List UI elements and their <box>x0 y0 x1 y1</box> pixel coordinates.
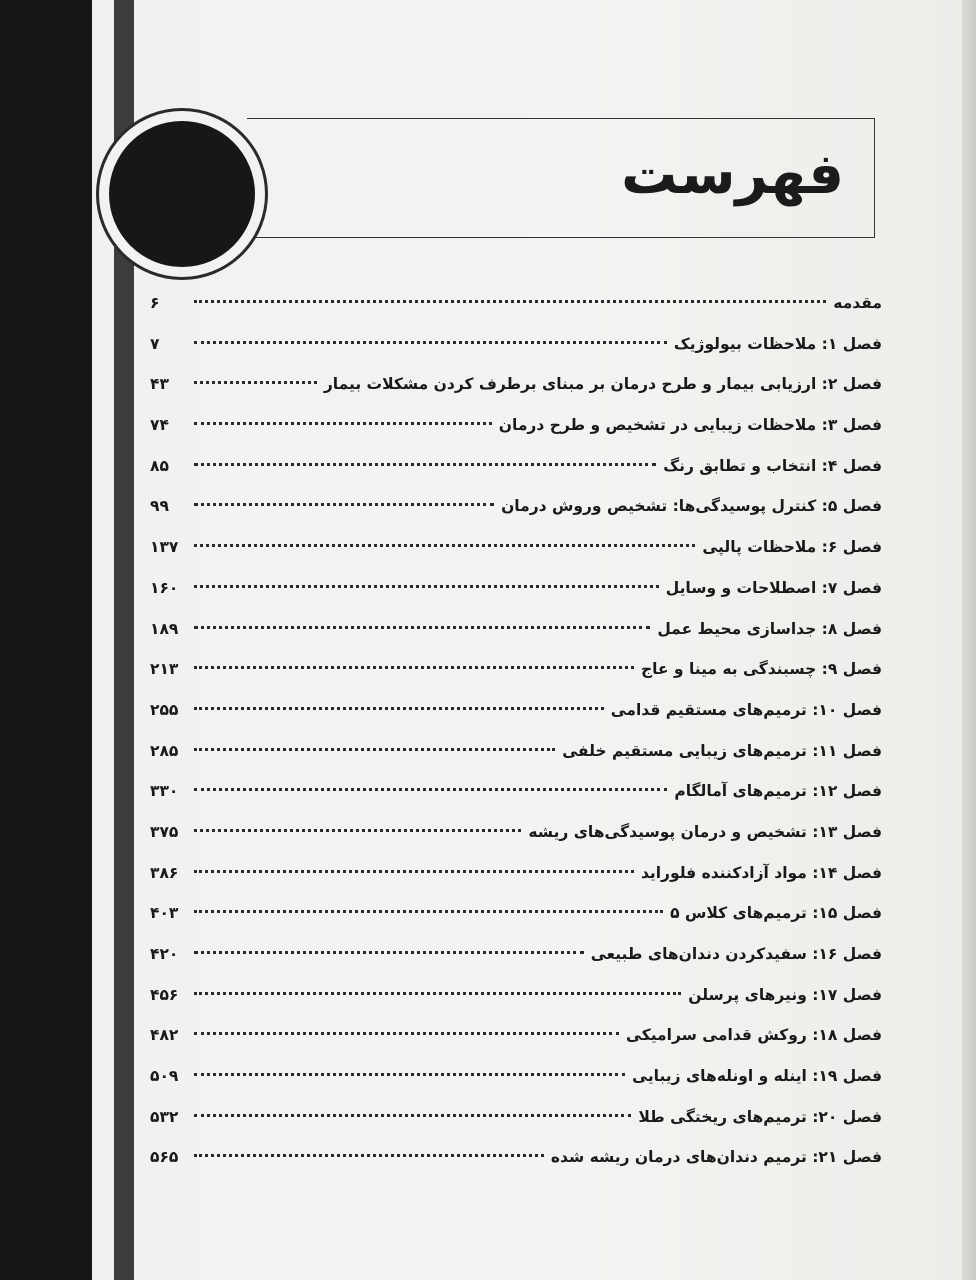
toc-entry-title: فصل ۲: ارزیابی بیمار و طرح درمان بر مبنای برطرف کردن مشکلات بیمار <box>323 375 882 394</box>
toc-entry <box>150 731 882 772</box>
toc-entry-page-number: ۷۴ <box>150 416 169 435</box>
toc-entry-page-number: ۹۹ <box>150 497 169 516</box>
toc-entry-title: فصل ۸: جداسازی محیط عمل <box>657 619 882 638</box>
toc-entry-title: فصل ۱۰: ترمیم‌های مستقیم قدامی <box>610 700 882 719</box>
page-left-black-band <box>0 0 92 1280</box>
toc-entry-title: فصل ۱۳: تشخیص و درمان پوسیدگی‌های ریشه <box>528 822 882 841</box>
toc-dot-leader <box>194 381 317 384</box>
toc-entry <box>150 649 882 690</box>
toc-entry-title: فصل ۱۵: ترمیم‌های کلاس ۵ <box>670 904 882 923</box>
toc-dot-leader <box>194 788 667 791</box>
toc-entry-page-number: ۷ <box>150 334 160 353</box>
toc-entry-title: فصل ۳: ملاحظات زیبایی در تشخیص و طرح درمان <box>498 416 882 435</box>
toc-dot-leader <box>194 463 656 466</box>
toc-dot-leader <box>194 503 494 506</box>
toc-entry-page-number: ۱۳۷ <box>150 538 179 557</box>
toc-entry <box>150 1097 882 1138</box>
toc-entry-title: فصل ۱۱: ترمیم‌های زیبایی مستقیم خلفی <box>562 741 882 760</box>
toc-dot-leader <box>194 341 667 344</box>
toc-entry-title: فصل ۱۸: روکش قدامی سرامیکی <box>626 1026 882 1045</box>
toc-dot-leader <box>194 544 695 547</box>
toc-entry <box>150 771 882 812</box>
toc-dot-leader <box>194 951 584 954</box>
toc-dot-leader <box>194 1154 544 1157</box>
toc-entry-page-number: ۶ <box>150 294 160 312</box>
toc-entry <box>150 527 882 568</box>
table-of-contents <box>150 283 882 1178</box>
toc-entry-title: فصل ۱۹: اینله و اونله‌های زیبایی <box>632 1067 882 1086</box>
toc-entry-page-number: ۳۷۵ <box>150 822 179 841</box>
toc-entry-page-number: ۴۵۶ <box>150 985 179 1004</box>
toc-entry <box>150 934 882 975</box>
toc-entry-title: فصل ۶: ملاحظات پالپی <box>702 538 882 557</box>
toc-entry <box>150 812 882 853</box>
toc-entry-page-number: ۵۰۹ <box>150 1067 179 1086</box>
decorative-circle <box>109 121 255 267</box>
toc-entry-page-number: ۴۲۰ <box>150 945 179 963</box>
toc-entry-title: فصل ۱۴: مواد آزادکننده فلوراید <box>640 863 882 882</box>
toc-dot-leader <box>194 585 659 588</box>
toc-entry-title: فصل ۱۶: سفیدکردن دندان‌های طبیعی <box>590 945 882 963</box>
toc-entry-title: فصل ۲۱: ترمیم دندان‌های درمان ریشه شده <box>550 1148 882 1167</box>
toc-dot-leader <box>194 1073 625 1076</box>
toc-entry-title: مقدمه <box>833 294 882 312</box>
toc-entry-title: فصل ۷: اصطلاحات و وسایل <box>665 578 882 597</box>
toc-entry <box>150 1137 882 1178</box>
toc-entry <box>150 690 882 731</box>
toc-dot-leader <box>194 1114 631 1117</box>
toc-dot-leader <box>194 870 634 873</box>
toc-dot-leader <box>194 300 826 303</box>
toc-entry <box>150 609 882 650</box>
toc-entry-page-number: ۲۱۳ <box>150 660 179 679</box>
toc-entry <box>150 1015 882 1056</box>
page-title: فهرست <box>621 142 844 207</box>
toc-dot-leader <box>194 748 555 751</box>
toc-dot-leader <box>194 422 492 425</box>
title-frame <box>247 118 875 238</box>
toc-entry-title: فصل ۵: کنترل پوسیدگی‌ها: تشخیص وروش درمان <box>501 497 882 516</box>
toc-entry-page-number: ۳۳۰ <box>150 782 179 801</box>
toc-entry <box>150 1056 882 1097</box>
toc-entry <box>150 364 882 405</box>
toc-entry <box>150 324 882 365</box>
toc-entry-page-number: ۵۳۲ <box>150 1107 179 1126</box>
toc-dot-leader <box>194 666 634 669</box>
toc-dot-leader <box>194 829 521 832</box>
toc-dot-leader <box>194 992 681 995</box>
toc-entry-title: فصل ۱: ملاحظات بیولوژیک <box>673 334 882 353</box>
toc-entry-title: فصل ۲۰: ترمیم‌های ریختگی طلا <box>638 1107 882 1126</box>
toc-entry <box>150 853 882 894</box>
toc-dot-leader <box>194 626 650 629</box>
toc-entry-page-number: ۴۳ <box>150 375 169 394</box>
toc-entry-title: فصل ۹: چسبندگی به مینا و عاج <box>640 660 882 679</box>
toc-entry <box>150 486 882 527</box>
toc-entry-page-number: ۴۰۳ <box>150 904 179 923</box>
toc-entry-title: فصل ۱۲: ترمیم‌های آمالگام <box>674 782 882 801</box>
toc-entry <box>150 446 882 487</box>
toc-entry-page-number: ۲۵۵ <box>150 700 179 719</box>
toc-entry <box>150 283 882 324</box>
toc-entry <box>150 893 882 934</box>
toc-entry-page-number: ۴۸۲ <box>150 1026 179 1045</box>
toc-entry-page-number: ۲۸۵ <box>150 741 179 760</box>
toc-entry <box>150 568 882 609</box>
toc-entry-page-number: ۸۵ <box>150 456 169 475</box>
toc-entry <box>150 405 882 446</box>
page-right-edge <box>962 0 976 1280</box>
toc-dot-leader <box>194 707 604 710</box>
toc-entry-title: فصل ۱۷: ونیرهای پرسلن <box>688 985 882 1004</box>
toc-entry-page-number: ۳۸۶ <box>150 863 179 882</box>
toc-dot-leader <box>194 1032 619 1035</box>
toc-dot-leader <box>194 910 663 913</box>
toc-entry-page-number: ۱۸۹ <box>150 619 179 638</box>
toc-entry <box>150 975 882 1016</box>
toc-entry-title: فصل ۴: انتخاب و تطابق رنگ <box>663 456 882 475</box>
toc-entry-page-number: ۵۶۵ <box>150 1148 179 1167</box>
toc-entry-page-number: ۱۶۰ <box>150 578 179 597</box>
